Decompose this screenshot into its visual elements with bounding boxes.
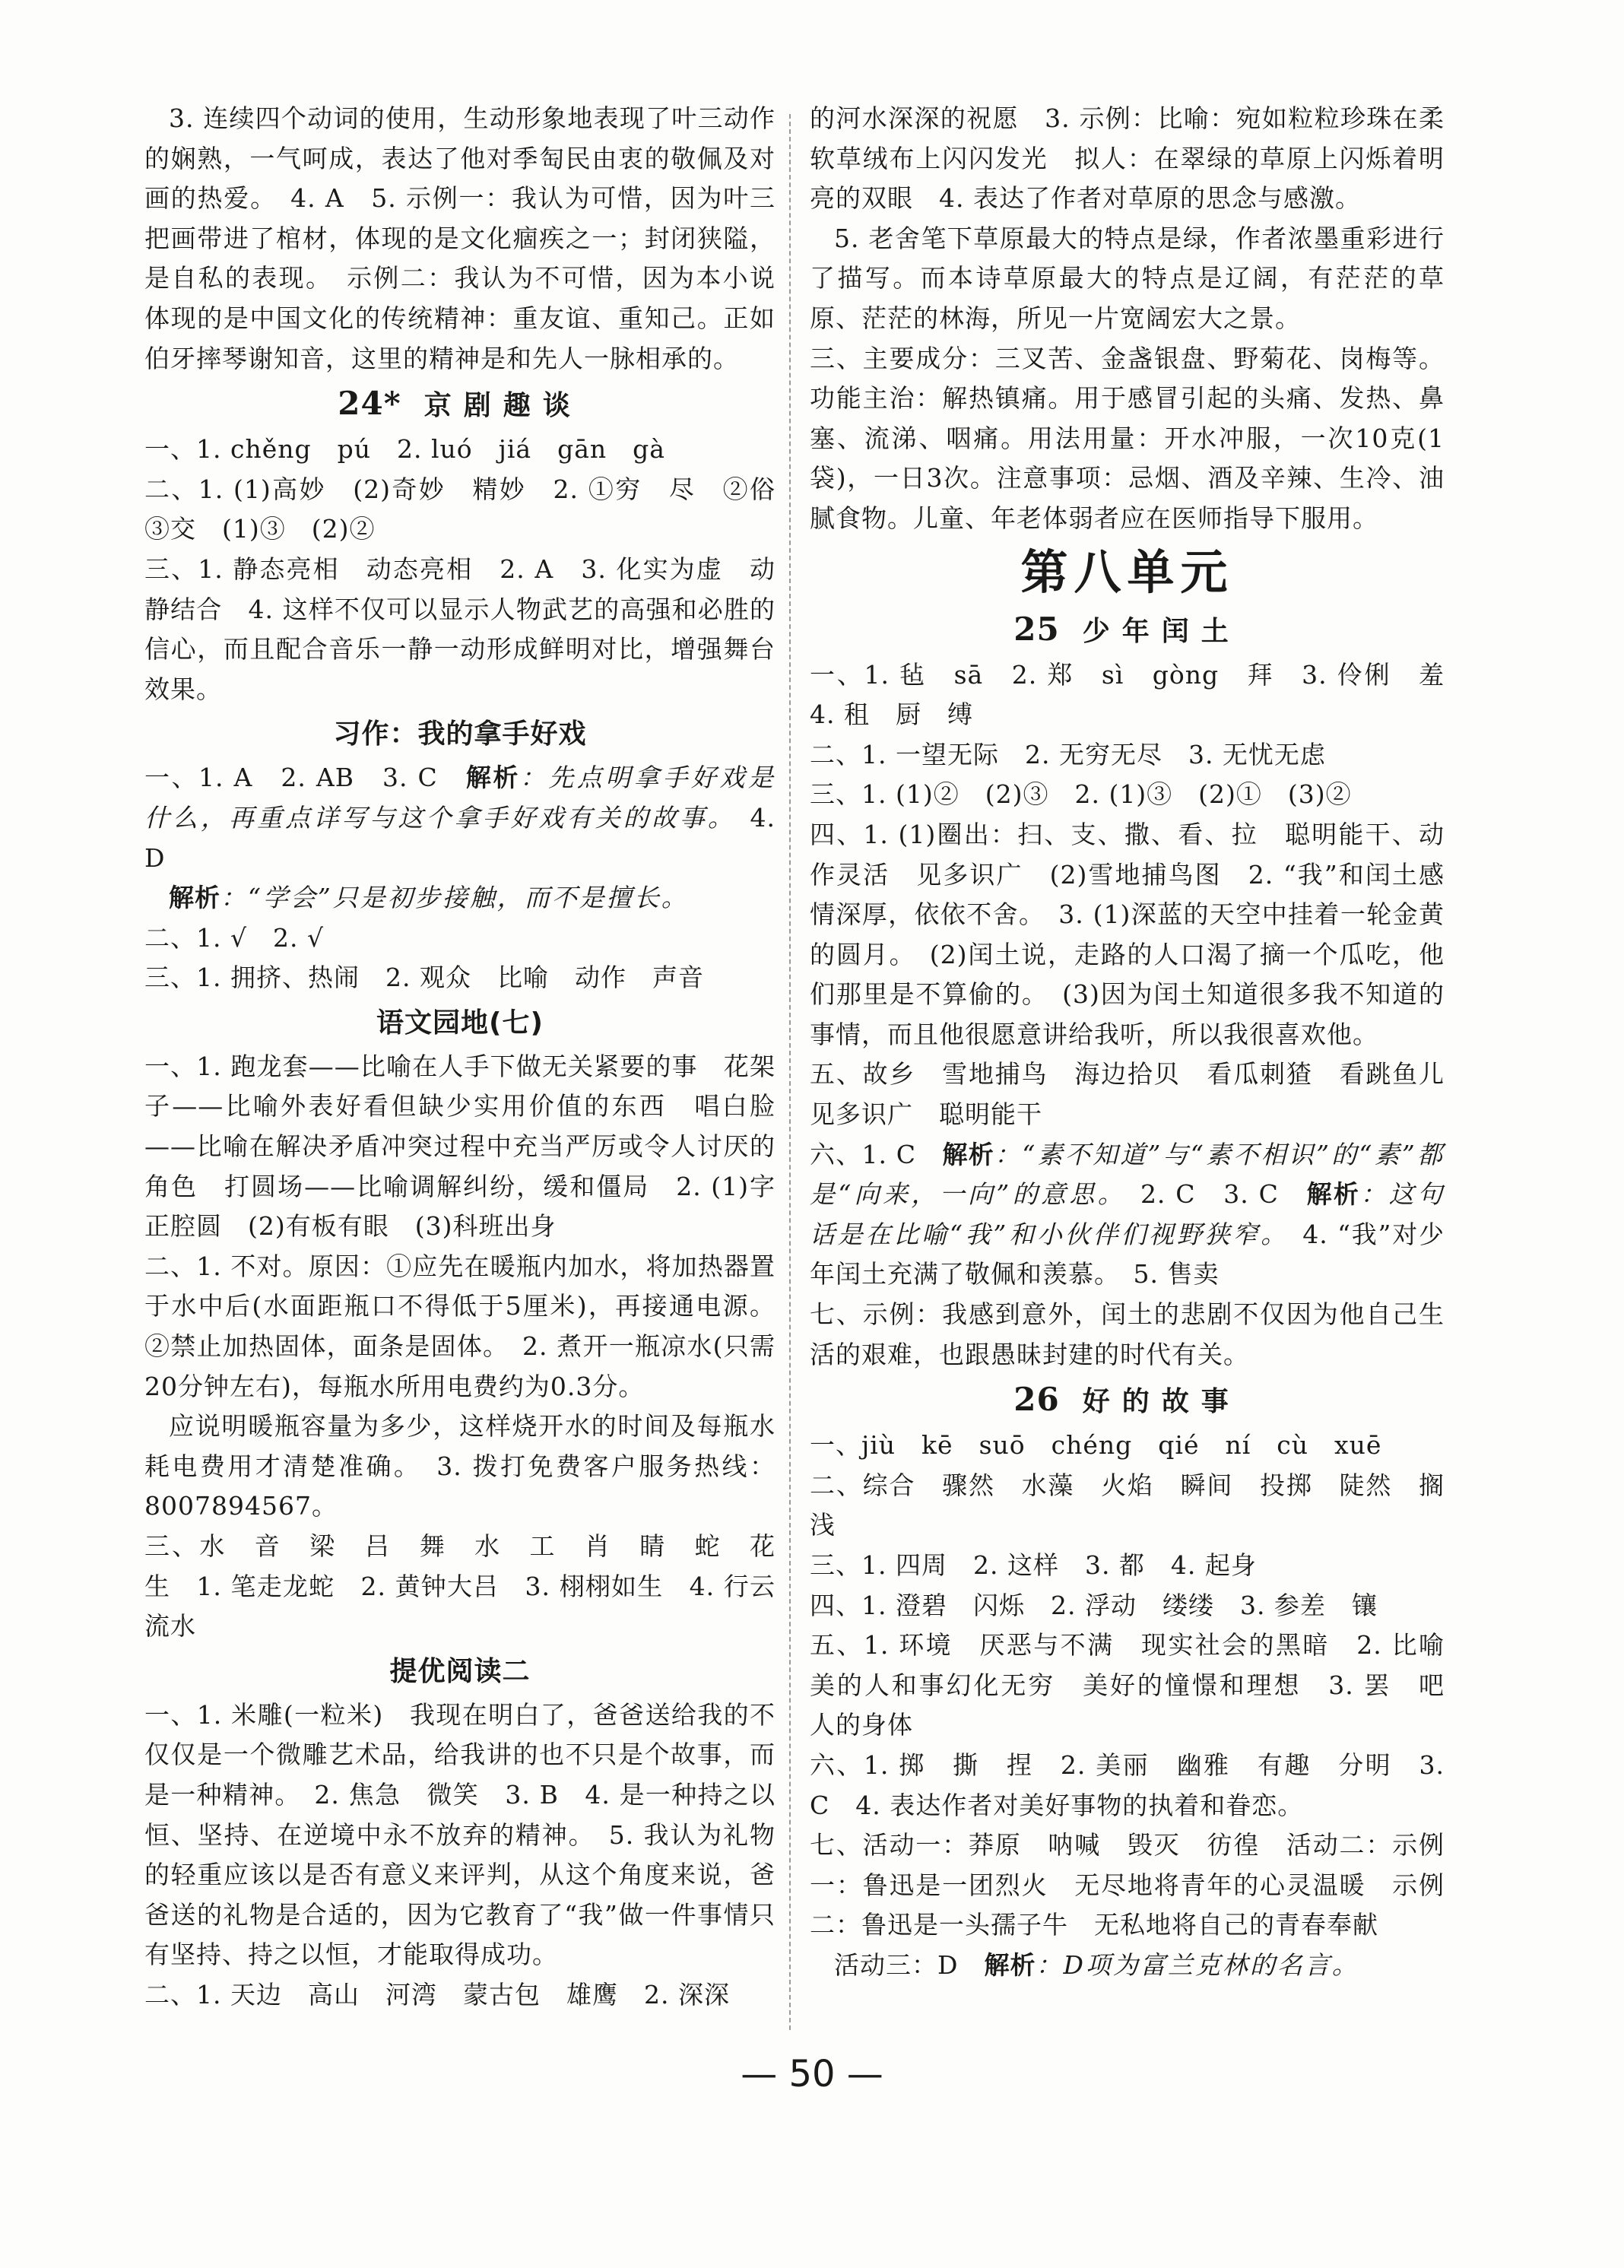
answer-paragraph [144,758,776,878]
answer-paragraph: 二、1. 天边 高山 河湾 蒙古包 雄鹰 2. 深深 [144,1979,730,2009]
answer-paragraph: 一、1. chěng pú 2. luó jiá gān gà [144,434,665,465]
answer-text: 六、1. C [810,1139,943,1169]
answer-paragraph: 二、1. √ 2. √ [144,922,325,953]
answer-paragraph: 一、1. 米雕(一粒米) 我现在明白了，爸爸送给我的不仅仅是一个微雕艺术品，给我讲的也不只是个故事，而是一种精神。 2. 焦急 微笑 3. B 4. 是一种持之以恒、坚持、在逆境中永不放弃的精神。 5. 我认为礼物的轻重应该以是否有意义来评判，从这个角度来说，爸爸送的礼物是合适的，因为它教育了“我”做一件事情只有坚持、持之以恒，才能取得成功。 [144,1699,776,1970]
analysis-note: ：“素不知道”与“素不相识”的“素”都是“向来，一向”的意思。 [810,1139,1445,1210]
section-title: 语文园地(七) [376,1007,544,1039]
answer-paragraph: 三、水 音 梁 吕 舞 水 工 肖 睛 蛇 花 生 1. 笔走龙蛇 2. 黄钟大吕 3. 栩栩如生 4. 行云流水 [144,1531,801,1642]
answer-paragraph [810,1135,1445,1295]
answer-paragraph: 三、1. 四周 2. 这样 3. 都 4. 起身 [810,1550,1257,1580]
answer-paragraph: 五、故乡 雪地捕鸟 海边拾贝 看瓜刺猹 看跳鱼儿 见多识广 聪明能干 [810,1059,1470,1130]
analysis-label: 解析 [1306,1179,1361,1210]
answer-paragraph: 七、示例：我感到意外，闰土的悲剧不仅因为他自己生活的艰难，也跟愚昧封建的时代有关。 [810,1299,1445,1369]
answer-text: 4. “我”对少年闰土充满了敬佩和羡慕。 5. 售卖 [810,1219,1445,1289]
analysis-label: 解析 [169,883,220,913]
section-title: 提优阅读二 [389,1655,531,1687]
analysis-note: ：这句话是在比喻“我”和小伙伴们视野狭窄。 [810,1179,1445,1249]
analysis-note: ：D项为富兰克林的名言。 [1036,1949,1359,1980]
analysis-label: 解析 [984,1949,1036,1980]
answer-paragraph: 三、1. 静态亮相 动态亮相 2. A 3. 化实为虚 动静结合 4. 这样不仅可以显示人物武艺的高强和必胜的信心，而且配合音乐一静一动形成鲜明对比，增强舞台效果。 [144,554,776,704]
answer-text: 4. D [144,802,776,873]
section-heading [144,714,776,755]
section-heading [144,1003,776,1044]
answer-paragraph: 二、1. (1)高妙 (2)奇妙 精妙 2. ①穷 尽 ②俗 ③交 (1)③ (2)② [144,474,801,544]
answer-paragraph: 二、1. 一望无际 2. 无穷无尽 3. 无忧无虑 [810,739,1326,769]
column-divider [789,114,791,2030]
answer-text: 一、1. A 2. AB 3. C [144,763,466,793]
answer-paragraph: 五、1. 环境 厌恶与不满 现实社会的黑暗 2. 比喻 美的人和事幻化无穷 美好的憧憬和理想 3. 罢 吧 人的身体 [810,1630,1470,1740]
section-number: 25 [1013,610,1060,648]
section-title: 京剧趣谈 [423,390,582,422]
section-title: 少年闰土 [1082,615,1241,647]
answer-paragraph: 三、1. 拥挤、热闹 2. 观众 比喻 动作 声音 [144,963,704,993]
analysis-label: 解析 [942,1139,995,1169]
answer-paragraph: 二、1. 不对。原因：①应先在暖瓶内加水，将加热器置于水中后(水面距瓶口不得低于5厘米)，再接通电源。②禁止加热固体，面条是固体。 2. 煮开一瓶凉水(只需20分钟左右)，每瓶水所用电费约为0.3分。 [144,1251,776,1401]
answer-paragraph: 一、1. 毡 sā 2. 郑 sì gòng 拜 3. 伶俐 羞 4. 租 厨 缚 [810,659,1470,730]
section-heading [144,1651,776,1692]
answer-paragraph: 5. 老舍笔下草原最大的特点是绿，作者浓墨重彩进行了描写。而本诗草原最大的特点是辽阔，有茫茫的草原、茫茫的林海，所见一片宽阔宏大之景。 [810,223,1445,333]
answer-paragraph: 六、1. 掷 撕 捏 2. 美丽 幽雅 有趣 分明 3. C 4. 表达作者对美好事物的执着和眷恋。 [810,1749,1445,1820]
answer-paragraph: 一、1. 跑龙套——比喻在人手下做无关紧要的事 花架子——比喻外表好看但缺少实用价值的东西 唱白脸——比喻在解决矛盾冲突过程中充当严厉或令人讨厌的角色 打圆场——比喻调解纠纷，缓和僵局 2. (1)字正腔圆 (2)有板有眼 (3)科班出身 [144,1051,776,1242]
answer-paragraph: 一、jiù kē suō chéng qié ní cù xuē [810,1430,1382,1461]
section-number: 26 [1013,1381,1060,1419]
answer-paragraph: 四、1. 澄碧 闪烁 2. 浮动 缕缕 3. 参差 镶 [810,1590,1378,1620]
answer-paragraph: 三、主要成分：三叉苦、金盏银盘、野菊花、岗梅等。功能主治：解热镇痛。用于感冒引起的头痛、发热、鼻塞、流涕、咽痛。用法用量：开水冲服，一次10克(1袋)，一日3次。注意事项：忌烟、酒及辛辣、生冷、油腻食物。儿童、年老体弱者应在医师指导下服用。 [810,343,1445,533]
section-heading [810,609,1445,652]
analysis-note: ：先点明拿手好戏是什么，再重点详写与这个拿手好戏有关的故事。 [144,763,776,833]
answer-paragraph: 3. 连续四个动词的使用，生动形象地表现了叶三动作的娴熟，一气呵成，表达了他对季匋民由衷的敬佩及对画的热爱。 4. A 5. 示例一：我认为可惜，因为叶三把画带进了棺材，体现的是文化痼疾之一；封闭狭隘，是自私的表现。 示例二：我认为不可惜，因为本小说体现的是中国文化的传统精神：重友谊、重知己。正如伯牙摔琴谢知音，这里的精神是和先人一脉相承的。 [144,103,776,373]
answer-paragraph [144,878,776,918]
answer-paragraph: 七、活动一：莽原 呐喊 毁灭 彷徨 活动二：示例一：鲁迅是一团烈火 无尽地将青年的心灵温暖 示例二：鲁迅是一头孺子牛 无私地将自己的青春奉献 [810,1830,1445,1940]
section-number: 24* [338,385,401,423]
answer-text: 活动三：D [834,1949,985,1980]
left-column [144,99,801,2016]
answer-paragraph: 三、1. (1)② (2)③ 2. (1)③ (2)① (3)② [810,779,1352,810]
answer-paragraph: 二、综合 骤然 水藻 火焰 瞬间 投掷 陡然 搁浅 [810,1470,1445,1540]
unit-title: 第八单元 [1020,544,1234,600]
section-heading [144,383,776,427]
answer-paragraph: 四、1. (1)圈出：扫、支、撒、看、拉 聪明能干、动作灵活 见多识广 (2)雪地捕鸟图 2. “我”和闰土感情深厚，依依不舍。 3. (1)深蓝的天空中挂着一轮金黄的圆月。 (2)闰土说，走路的人口渴了摘一个瓜吃，他们那里是不算偷的。 (3)因为闰土知道很多我不知道的事情，而且他很愿意讲给我听，所以我很喜欢他。 [810,819,1445,1049]
answer-paragraph [810,1946,1445,1986]
answer-paragraph: 的河水深深的祝愿 3. 示例：比喻：宛如粒粒珍珠在柔软草绒布上闪闪发光 拟人：在翠绿的草原上闪烁着明亮的双眼 4. 表达了作者对草原的思念与感激。 [810,103,1445,214]
analysis-label: 解析 [465,763,520,793]
answer-paragraph: 应说明暖瓶容量为多少，这样烧开水的时间及每瓶水耗电费用才清楚准确。 3. 拨打免费客户服务热线：8007894567。 [144,1411,776,1521]
right-column [810,99,1470,1986]
answer-text: 2. C 3. C [1113,1179,1307,1210]
analysis-note: ：“学会”只是初步接触，而不是擅长。 [220,883,689,913]
section-title: 习作：我的拿手好戏 [333,718,587,750]
page-number: — 50 — [741,2053,883,2095]
section-title: 好的故事 [1082,1386,1241,1418]
section-heading [810,1379,1445,1423]
